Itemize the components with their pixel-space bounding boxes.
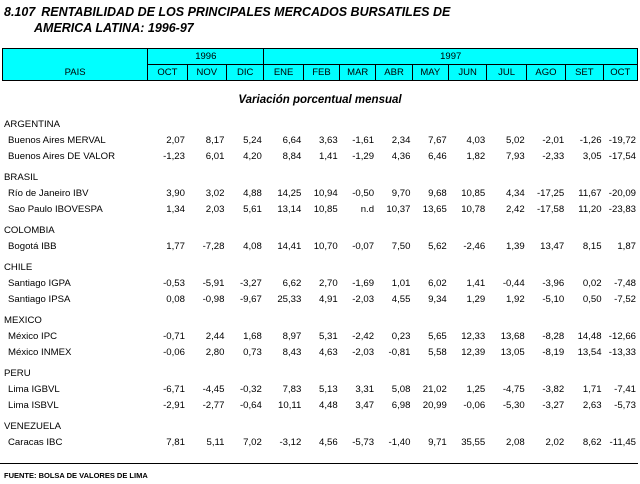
value-cell: 13,47 <box>540 240 565 252</box>
month-header: MAR <box>340 65 376 81</box>
value-cell: -7,48 <box>614 277 636 289</box>
value-cell: -2,46 <box>463 240 486 252</box>
country-label: COLOMBIA <box>4 224 55 236</box>
bottom-rule <box>0 463 638 464</box>
country-label: ARGENTINA <box>4 118 60 130</box>
table-row <box>2 291 638 307</box>
value-cell: -5,73 <box>614 399 636 411</box>
value-cell: 12,39 <box>461 346 486 358</box>
country-row <box>2 312 638 328</box>
value-cell: 1,39 <box>506 240 525 252</box>
year-1997-header: 1997 <box>264 49 638 65</box>
value-cell: -6,71 <box>163 383 185 395</box>
country-label: MEXICO <box>4 314 42 326</box>
value-cell: -0,50 <box>352 187 375 199</box>
value-cell: -13,33 <box>608 346 636 358</box>
value-cell: -2,01 <box>542 134 565 146</box>
value-cell: 13,54 <box>577 346 602 358</box>
value-cell: 9,34 <box>428 293 447 305</box>
value-cell: -1,61 <box>352 134 375 146</box>
value-cell: 20,99 <box>422 399 447 411</box>
value-cell: 8,43 <box>282 346 302 358</box>
value-cell: 10,85 <box>313 203 338 215</box>
value-cell: 7,83 <box>282 383 302 395</box>
value-cell: 1,71 <box>582 383 602 395</box>
value-cell: -23,83 <box>608 203 636 215</box>
value-cell: 10,11 <box>278 399 302 411</box>
value-cell: 1,92 <box>506 293 525 305</box>
table-row <box>2 381 638 397</box>
value-cell: -2,33 <box>542 150 565 162</box>
value-cell: 1,82 <box>466 150 486 162</box>
value-cell: 25,33 <box>277 293 302 305</box>
month-header: ABR <box>376 65 412 81</box>
value-cell: 14,41 <box>277 240 302 252</box>
value-cell: 1,34 <box>166 203 185 215</box>
value-cell: 10,37 <box>386 203 411 215</box>
value-cell: 10,85 <box>461 187 486 199</box>
value-cell: 4,63 <box>319 346 338 358</box>
month-header: JUN <box>448 65 486 81</box>
value-cell: 0,50 <box>582 293 602 305</box>
value-cell: 3,63 <box>319 134 338 146</box>
value-cell: 3,05 <box>582 150 602 162</box>
value-cell: 13,05 <box>500 346 525 358</box>
month-header: ENE <box>264 65 303 81</box>
value-cell: 5,31 <box>319 330 338 342</box>
value-cell: 7,67 <box>428 134 447 146</box>
value-cell: -0,53 <box>163 277 185 289</box>
value-cell: -3,82 <box>542 383 565 395</box>
value-cell: -2,03 <box>352 346 375 358</box>
value-cell: 3,02 <box>205 187 225 199</box>
value-cell: 8,84 <box>282 150 302 162</box>
value-cell: 5,62 <box>428 240 447 252</box>
value-cell: 4,88 <box>243 187 262 199</box>
value-cell: -7,52 <box>614 293 636 305</box>
market-name: Santiago IPSA <box>8 293 71 305</box>
value-cell: -4,45 <box>202 383 225 395</box>
value-cell: 2,08 <box>506 436 525 448</box>
value-cell: 7,81 <box>166 436 185 448</box>
value-cell: 0,02 <box>582 277 602 289</box>
value-cell: 4,48 <box>319 399 338 411</box>
market-name: Lima IGBVL <box>8 383 60 395</box>
value-cell: 4,56 <box>319 436 338 448</box>
value-cell: 4,34 <box>506 187 525 199</box>
value-cell: -7,28 <box>202 240 225 252</box>
month-header: FEB <box>303 65 339 81</box>
value-cell: 2,03 <box>205 203 225 215</box>
value-cell: 5,11 <box>206 436 225 448</box>
pais-header-top <box>3 49 148 65</box>
country-row <box>2 116 638 132</box>
value-cell: -17,25 <box>536 187 565 199</box>
table-row <box>2 238 638 254</box>
title-line-1: RENTABILIDAD DE LOS PRINCIPALES MERCADOS BURSATILES DE <box>41 5 451 19</box>
market-name: Lima ISBVL <box>8 399 59 411</box>
market-name: Sao Paulo IBOVESPA <box>8 203 103 215</box>
value-cell: 1,77 <box>166 240 185 252</box>
value-cell: 9,71 <box>428 436 447 448</box>
value-cell: -0,07 <box>352 240 375 252</box>
value-cell: 2,07 <box>166 134 185 146</box>
value-cell: -3,96 <box>542 277 565 289</box>
value-cell: 10,70 <box>313 240 338 252</box>
table-row <box>2 397 638 413</box>
value-cell: -0,64 <box>239 399 262 411</box>
value-cell: -1,69 <box>352 277 375 289</box>
value-cell: 4,55 <box>391 293 411 305</box>
value-cell: 1,25 <box>466 383 486 395</box>
value-cell: 5,65 <box>428 330 447 342</box>
value-cell: -1,23 <box>163 150 185 162</box>
value-cell: 3,90 <box>166 187 185 199</box>
country-row <box>2 259 638 275</box>
source-note: FUENTE: BOLSA DE VALORES DE LIMA <box>4 471 148 480</box>
value-cell: 7,50 <box>391 240 411 252</box>
value-cell: 8,62 <box>582 436 602 448</box>
value-cell: 2,80 <box>205 346 225 358</box>
value-cell: -7,41 <box>614 383 636 395</box>
value-cell: 21,02 <box>422 383 447 395</box>
month-header: AGO <box>526 65 565 81</box>
value-cell: 4,36 <box>391 150 411 162</box>
value-cell: -11,45 <box>609 436 636 448</box>
value-cell: -9,67 <box>239 293 262 305</box>
market-name: Caracas IBC <box>8 436 63 448</box>
title-line-2: AMERICA LATINA: 1996-97 <box>34 21 194 35</box>
value-cell: 35,55 <box>461 436 486 448</box>
value-cell: 13,68 <box>500 330 525 342</box>
month-header: JUL <box>487 65 526 81</box>
month-header: MAY <box>412 65 448 81</box>
value-cell: -8,28 <box>542 330 565 342</box>
value-cell: 8,17 <box>205 134 225 146</box>
value-cell: -19,72 <box>608 134 636 146</box>
value-cell: -0,71 <box>163 330 185 342</box>
value-cell: -17,54 <box>608 150 636 162</box>
value-cell: 4,03 <box>466 134 486 146</box>
country-row <box>2 169 638 185</box>
value-cell: 0,23 <box>391 330 411 342</box>
value-cell: -1,26 <box>579 134 602 146</box>
country-label: VENEZUELA <box>4 420 62 432</box>
value-cell: 8,97 <box>282 330 302 342</box>
market-name: Santiago IGPA <box>8 277 71 289</box>
value-cell: -2,03 <box>352 293 375 305</box>
value-cell: 6,02 <box>428 277 447 289</box>
value-cell: 6,62 <box>282 277 302 289</box>
value-cell: 12,33 <box>461 330 486 342</box>
value-cell: 14,48 <box>577 330 602 342</box>
country-label: BRASIL <box>4 171 39 183</box>
value-cell: 2,44 <box>205 330 225 342</box>
market-name: Buenos Aires DE VALOR <box>8 150 116 162</box>
pais-header: PAIS <box>3 65 148 81</box>
value-cell: n.d <box>360 203 375 215</box>
value-cell: 8,15 <box>582 240 602 252</box>
table-row <box>2 344 638 360</box>
market-name: Bogotá IBB <box>8 240 57 252</box>
value-cell: 6,64 <box>282 134 302 146</box>
value-cell: 4,08 <box>243 240 262 252</box>
value-cell: -5,10 <box>542 293 565 305</box>
month-header: NOV <box>187 65 226 81</box>
value-cell: 5,58 <box>428 346 447 358</box>
document-title <box>4 4 456 36</box>
value-cell: -1,29 <box>352 150 375 162</box>
value-cell: 5,13 <box>319 383 338 395</box>
table-row <box>2 328 638 344</box>
market-name: Buenos Aires MERVAL <box>8 134 106 146</box>
value-cell: 7,93 <box>506 150 525 162</box>
table-row <box>2 275 638 291</box>
value-cell: -12,66 <box>608 330 636 342</box>
table-row <box>2 434 638 450</box>
value-cell: -2,91 <box>163 399 185 411</box>
value-cell: 6,01 <box>205 150 225 162</box>
value-cell: -0,98 <box>202 293 225 305</box>
value-cell: 10,94 <box>313 187 338 199</box>
value-cell: 6,46 <box>428 150 447 162</box>
month-header: OCT <box>603 65 637 81</box>
value-cell: 5,08 <box>391 383 411 395</box>
country-row <box>2 418 638 434</box>
market-name: México INMEX <box>8 346 72 358</box>
value-cell: 3,47 <box>355 399 375 411</box>
month-header: DIC <box>227 65 264 81</box>
value-cell: 1,68 <box>243 330 262 342</box>
country-row <box>2 222 638 238</box>
value-cell: 13,65 <box>422 203 447 215</box>
column-header <box>2 48 638 81</box>
value-cell: -0,06 <box>163 346 185 358</box>
country-label: PERU <box>4 367 31 379</box>
table-row <box>2 185 638 201</box>
value-cell: -17,58 <box>536 203 565 215</box>
value-cell: 5,02 <box>506 134 525 146</box>
value-cell: 2,42 <box>506 203 525 215</box>
value-cell: 2,34 <box>391 134 411 146</box>
month-header: OCT <box>148 65 187 81</box>
value-cell: 5,24 <box>243 134 262 146</box>
value-cell: 1,41 <box>319 150 338 162</box>
value-cell: 1,41 <box>466 277 486 289</box>
market-name: México IPC <box>8 330 58 342</box>
value-cell: -0,32 <box>239 383 262 395</box>
month-header: SET <box>566 65 603 81</box>
value-cell: 1,29 <box>466 293 486 305</box>
value-cell: 4,91 <box>319 293 338 305</box>
table-row <box>2 132 638 148</box>
value-cell: 7,02 <box>243 436 262 448</box>
table-subtitle: Variación porcentual mensual <box>238 94 402 106</box>
value-cell: -0,81 <box>388 346 411 358</box>
value-cell: 0,08 <box>166 293 185 305</box>
value-cell: 5,61 <box>243 203 262 215</box>
table-row <box>2 148 638 164</box>
value-cell: 2,70 <box>319 277 338 289</box>
value-cell: -2,77 <box>202 399 225 411</box>
value-cell: -20,09 <box>608 187 636 199</box>
value-cell: 9,70 <box>391 187 411 199</box>
country-label: CHILE <box>4 261 33 273</box>
value-cell: -3,12 <box>279 436 302 448</box>
value-cell: -5,30 <box>502 399 525 411</box>
value-cell: -0,06 <box>463 399 486 411</box>
value-cell: -0,44 <box>502 277 525 289</box>
year-1996-header: 1996 <box>148 49 264 65</box>
value-cell: -2,42 <box>352 330 375 342</box>
value-cell: 4,20 <box>243 150 262 162</box>
country-row <box>2 365 638 381</box>
value-cell: 11,67 <box>578 187 602 199</box>
value-cell: 3,31 <box>355 383 375 395</box>
value-cell: 1,01 <box>391 277 411 289</box>
value-cell: 2,02 <box>545 436 565 448</box>
value-cell: 11,20 <box>578 203 602 215</box>
table-number: 8.107 <box>4 5 36 19</box>
value-cell: 0,73 <box>243 346 262 358</box>
value-cell: -8,19 <box>542 346 565 358</box>
value-cell: -1,40 <box>388 436 411 448</box>
value-cell: -5,73 <box>352 436 375 448</box>
value-cell: 13,14 <box>277 203 302 215</box>
value-cell: -4,75 <box>502 383 525 395</box>
market-name: Río de Janeiro IBV <box>8 187 89 199</box>
table-row <box>2 201 638 217</box>
value-cell: 9,68 <box>428 187 447 199</box>
value-cell: 10,78 <box>461 203 486 215</box>
data-table <box>2 116 638 450</box>
value-cell: 14,25 <box>277 187 302 199</box>
value-cell: 6,98 <box>391 399 411 411</box>
value-cell: -3,27 <box>542 399 565 411</box>
value-cell: -5,91 <box>202 277 225 289</box>
value-cell: 2,63 <box>582 399 602 411</box>
value-cell: -3,27 <box>239 277 262 289</box>
value-cell: 1,87 <box>617 240 636 252</box>
